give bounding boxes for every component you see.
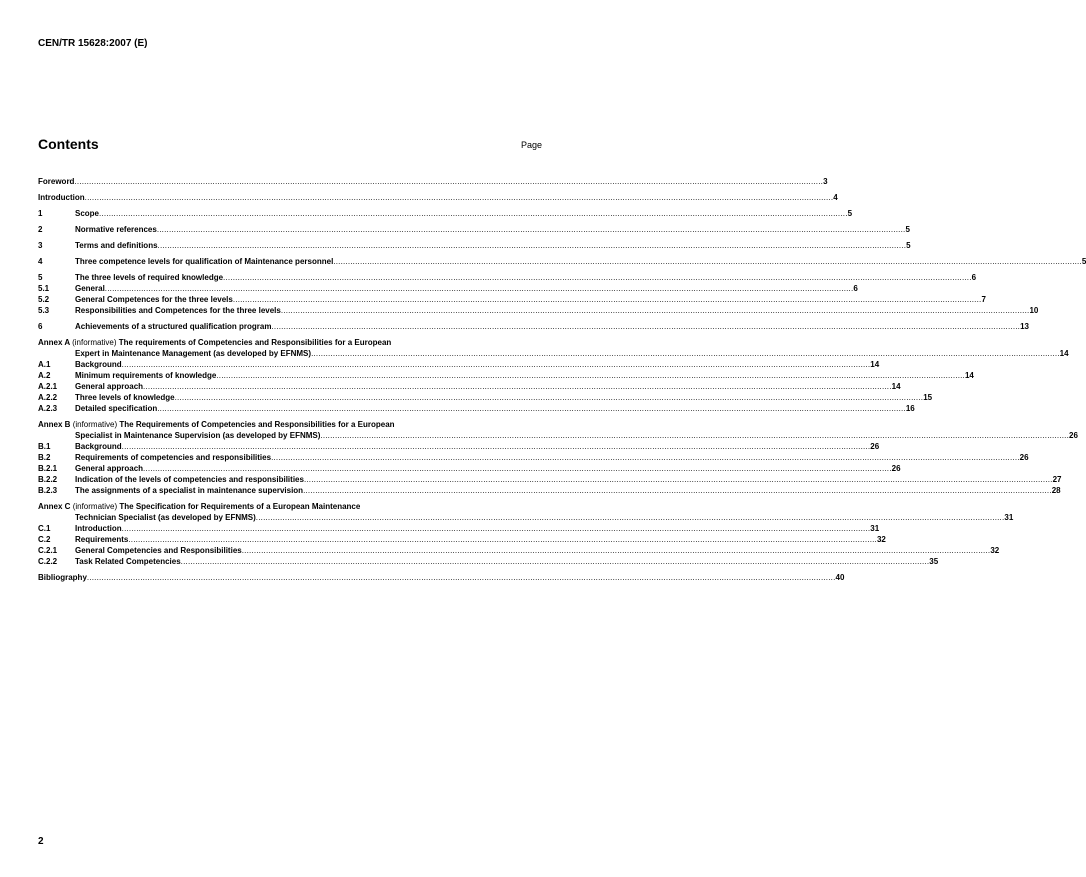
toc-entry-number: 5 (38, 273, 43, 282)
toc-entry-number: 4 (38, 257, 43, 266)
toc-entry-title (38, 337, 391, 348)
toc-entry-annex-a[interactable] (38, 337, 545, 348)
annex-informative-label: (informative) (72, 502, 118, 511)
toc-entry-5[interactable] (38, 272, 977, 283)
toc-entry-title: Indication of the levels of competencies and responsibilities (75, 475, 304, 484)
toc-entry-title: Normative references (75, 225, 157, 234)
toc-entry-5-3[interactable] (38, 305, 1039, 316)
toc-entry-page: 5 (1081, 257, 1086, 266)
toc-entry-title: Scope (75, 209, 100, 218)
toc-leader (223, 272, 972, 283)
toc-leader (216, 370, 965, 381)
toc-entry-title: Detailed specification (75, 404, 158, 413)
toc-entry-a-1[interactable] (38, 359, 880, 370)
toc-entry-title: Three competence levels for qualification of Maintenance personnel (75, 257, 334, 266)
toc-entry-title: Introduction (75, 524, 122, 533)
toc-leader (74, 176, 823, 187)
annex-title-line-1: The requirements of Competencies and Responsibilities for a European (118, 338, 392, 347)
toc-entry-number: 6 (38, 322, 43, 331)
toc-entry-title: Requirements (75, 535, 129, 544)
toc-entry-title: General approach (75, 464, 144, 473)
toc-entry-page: 7 (981, 295, 986, 304)
toc-entry-introduction[interactable] (38, 192, 838, 203)
toc-entry-page: 4 (833, 193, 838, 202)
toc-entry-number: 1 (38, 209, 43, 218)
toc-entry-title: Requirements of competencies and responsibilities (75, 453, 272, 462)
toc-entry-page: 26 (1019, 453, 1029, 462)
toc-entry-title: General Competences for the three levels (75, 295, 233, 304)
toc-entry-page: 5 (906, 241, 911, 250)
toc-entry-number: 2 (38, 225, 43, 234)
annex-informative-label: (informative) (72, 338, 117, 347)
toc-leader (122, 359, 871, 370)
toc-entry-title: Task Related Competencies (75, 557, 181, 566)
toc-entry-b-2-3[interactable] (38, 485, 1061, 496)
toc-entry-c-2[interactable] (38, 534, 886, 545)
toc-entry-number: B.2.3 (38, 486, 58, 495)
toc-entry-page: 10 (1029, 306, 1039, 315)
toc-entry-number: 5.1 (38, 284, 50, 293)
toc-entry-page: 14 (964, 371, 974, 380)
toc-entry-number: A.2.1 (38, 382, 58, 391)
toc-entry-annex-c-cont[interactable] (38, 512, 1014, 523)
toc-entry-page: 13 (1020, 322, 1029, 331)
toc-entry-3[interactable] (38, 240, 911, 251)
annex-title-line-2: Technician Specialist (as developed by EFNMS) (75, 513, 256, 522)
toc-entry-a-2-2[interactable] (38, 392, 933, 403)
toc-entry-annex-b[interactable] (38, 419, 545, 430)
toc-entry-5-1[interactable] (38, 283, 858, 294)
toc-entry-5-2[interactable] (38, 294, 986, 305)
annex-label: Annex C (38, 502, 71, 511)
toc-leader (143, 463, 892, 474)
toc-entry-page: 26 (1069, 431, 1078, 440)
annex-title-line-1: The Specification for Requirements of a European Maintenance (119, 502, 361, 511)
toc-leader (233, 294, 982, 305)
toc-entry-page: 35 (929, 557, 939, 566)
toc-leader (271, 452, 1020, 463)
toc-entry-number: C.2.1 (38, 546, 58, 555)
toc-entry-6[interactable] (38, 321, 1029, 332)
toc-entry-a-2[interactable] (38, 370, 974, 381)
toc-entry-title: Three levels of knowledge (75, 393, 175, 402)
toc-entry-title: General approach (75, 382, 144, 391)
toc-entry-page: 3 (823, 177, 828, 186)
toc-entry-title: General Competencies and Responsibilities (75, 546, 242, 555)
toc-entry-title: Minimum requirements of knowledge (75, 371, 217, 380)
toc-leader (256, 512, 1005, 523)
toc-entry-b-2-2[interactable] (38, 474, 1062, 485)
toc-entry-number: B.1 (38, 442, 51, 451)
toc-entry-page: 32 (990, 546, 1000, 555)
toc-leader (303, 485, 1052, 496)
toc-entry-page: 6 (853, 284, 858, 293)
toc-entry-c-1[interactable] (38, 523, 880, 534)
toc-entry-number: C.2 (38, 535, 51, 544)
toc-entry-page: 31 (870, 524, 880, 533)
toc-entry-a-2-1[interactable] (38, 381, 901, 392)
page-number: 2 (38, 836, 44, 847)
toc-entry-b-2[interactable] (38, 452, 1029, 463)
toc-entry-number: A.2 (38, 371, 51, 380)
toc-entry-page: 32 (876, 535, 886, 544)
toc-leader (122, 441, 871, 452)
toc-leader (87, 572, 836, 583)
annex-informative-label: (informative) (72, 420, 118, 429)
toc-leader (311, 348, 1060, 359)
toc-entry-number: A.2.3 (38, 404, 58, 413)
toc-entry-number: 3 (38, 241, 43, 250)
toc-entry-title (38, 501, 360, 512)
toc-entry-b-2-1[interactable] (38, 463, 901, 474)
toc-entry-number: C.2.2 (38, 557, 58, 566)
toc-entry-page: 31 (1004, 513, 1014, 522)
toc-entry-number: 5.2 (38, 295, 50, 304)
annex-title-line-2: Specialist in Maintenance Supervision (as developed by EFNMS) (75, 431, 321, 440)
toc-leader (122, 523, 871, 534)
toc-entry-c-2-1[interactable] (38, 545, 1000, 556)
toc-entry-number: A.1 (38, 360, 51, 369)
toc-entry-number: B.2.2 (38, 475, 58, 484)
toc-entry-page: 6 (971, 273, 977, 282)
toc-entry-annex-b-cont[interactable] (38, 430, 1078, 441)
toc-entry-a-2-3[interactable] (38, 403, 915, 414)
toc-entry-page: 5 (847, 209, 853, 218)
toc-entry-4[interactable] (38, 256, 1086, 267)
toc-entry-page: 15 (923, 393, 933, 402)
toc-entry-page: 26 (870, 442, 880, 451)
toc-entry-page: 40 (835, 573, 845, 582)
toc-entry-title: The three levels of required knowledge (75, 273, 224, 282)
toc-entry-title: The assignments of a specialist in maintenance supervision (75, 486, 304, 495)
toc-entry-number: B.2.1 (38, 464, 58, 473)
toc-entry-title: Foreword (38, 177, 75, 186)
toc-entry-page: 14 (891, 382, 901, 391)
page-column-label: Page (521, 140, 543, 150)
toc-entry-title: Terms and definitions (75, 241, 158, 250)
toc-leader (304, 474, 1053, 485)
toc-leader (281, 305, 1030, 316)
toc-entry-page: 16 (905, 404, 915, 413)
toc-entry-title: General (75, 284, 105, 293)
toc-leader (158, 240, 907, 251)
toc-entry-title (38, 419, 395, 430)
page-title: Contents (38, 136, 99, 152)
toc-leader (181, 556, 930, 567)
annex-label: Annex B (38, 420, 71, 429)
toc-entry-title: Responsibilities and Competences for the three levels (75, 306, 281, 315)
toc-entry-b-1[interactable] (38, 441, 880, 452)
toc-entry-number: A.2.2 (38, 393, 58, 402)
toc-leader (128, 534, 877, 545)
toc-leader (143, 381, 892, 392)
table-of-contents (38, 176, 1086, 583)
toc-entry-2[interactable] (38, 224, 910, 235)
annex-title-line-2: Expert in Maintenance Management (as developed by EFNMS) (75, 349, 312, 358)
toc-entry-title: Achievements of a structured qualification program (75, 322, 272, 331)
toc-entry-page: 28 (1051, 486, 1061, 495)
toc-entry-title: Background (75, 360, 122, 369)
toc-entry-number: C.1 (38, 524, 51, 533)
toc-entry-number: B.2 (38, 453, 51, 462)
toc-entry-number: 5.3 (38, 306, 50, 315)
toc-entry-page: 14 (1059, 349, 1069, 358)
document-id: CEN/TR 15628:2007 (E) (38, 38, 148, 49)
toc-leader (157, 224, 906, 235)
toc-entry-foreword[interactable] (38, 176, 828, 187)
toc-entry-c-2-2[interactable] (38, 556, 939, 567)
toc-leader (333, 256, 1082, 267)
toc-leader (85, 192, 834, 203)
annex-label: Annex A (38, 338, 70, 347)
toc-leader (271, 321, 1020, 332)
toc-leader (99, 208, 848, 219)
toc-entry-bibliography[interactable] (38, 572, 845, 583)
toc-leader (175, 392, 924, 403)
toc-leader (157, 403, 906, 414)
toc-entry-annex-a-cont[interactable] (38, 348, 1069, 359)
toc-entry-1[interactable] (38, 208, 853, 219)
toc-entry-annex-c[interactable] (38, 501, 545, 512)
toc-entry-title: Introduction (38, 193, 85, 202)
toc-entry-page: 26 (891, 464, 901, 473)
toc-entry-title: Bibliography (38, 573, 87, 582)
toc-entry-title: Background (75, 442, 122, 451)
toc-entry-page: 27 (1052, 475, 1062, 484)
toc-leader (242, 545, 991, 556)
toc-leader (105, 283, 854, 294)
toc-leader (320, 430, 1069, 441)
toc-entry-page: 5 (905, 225, 910, 234)
toc-entry-page: 14 (870, 360, 880, 369)
annex-title-line-1: The Requirements of Competencies and Responsibilities for a European (119, 420, 395, 429)
